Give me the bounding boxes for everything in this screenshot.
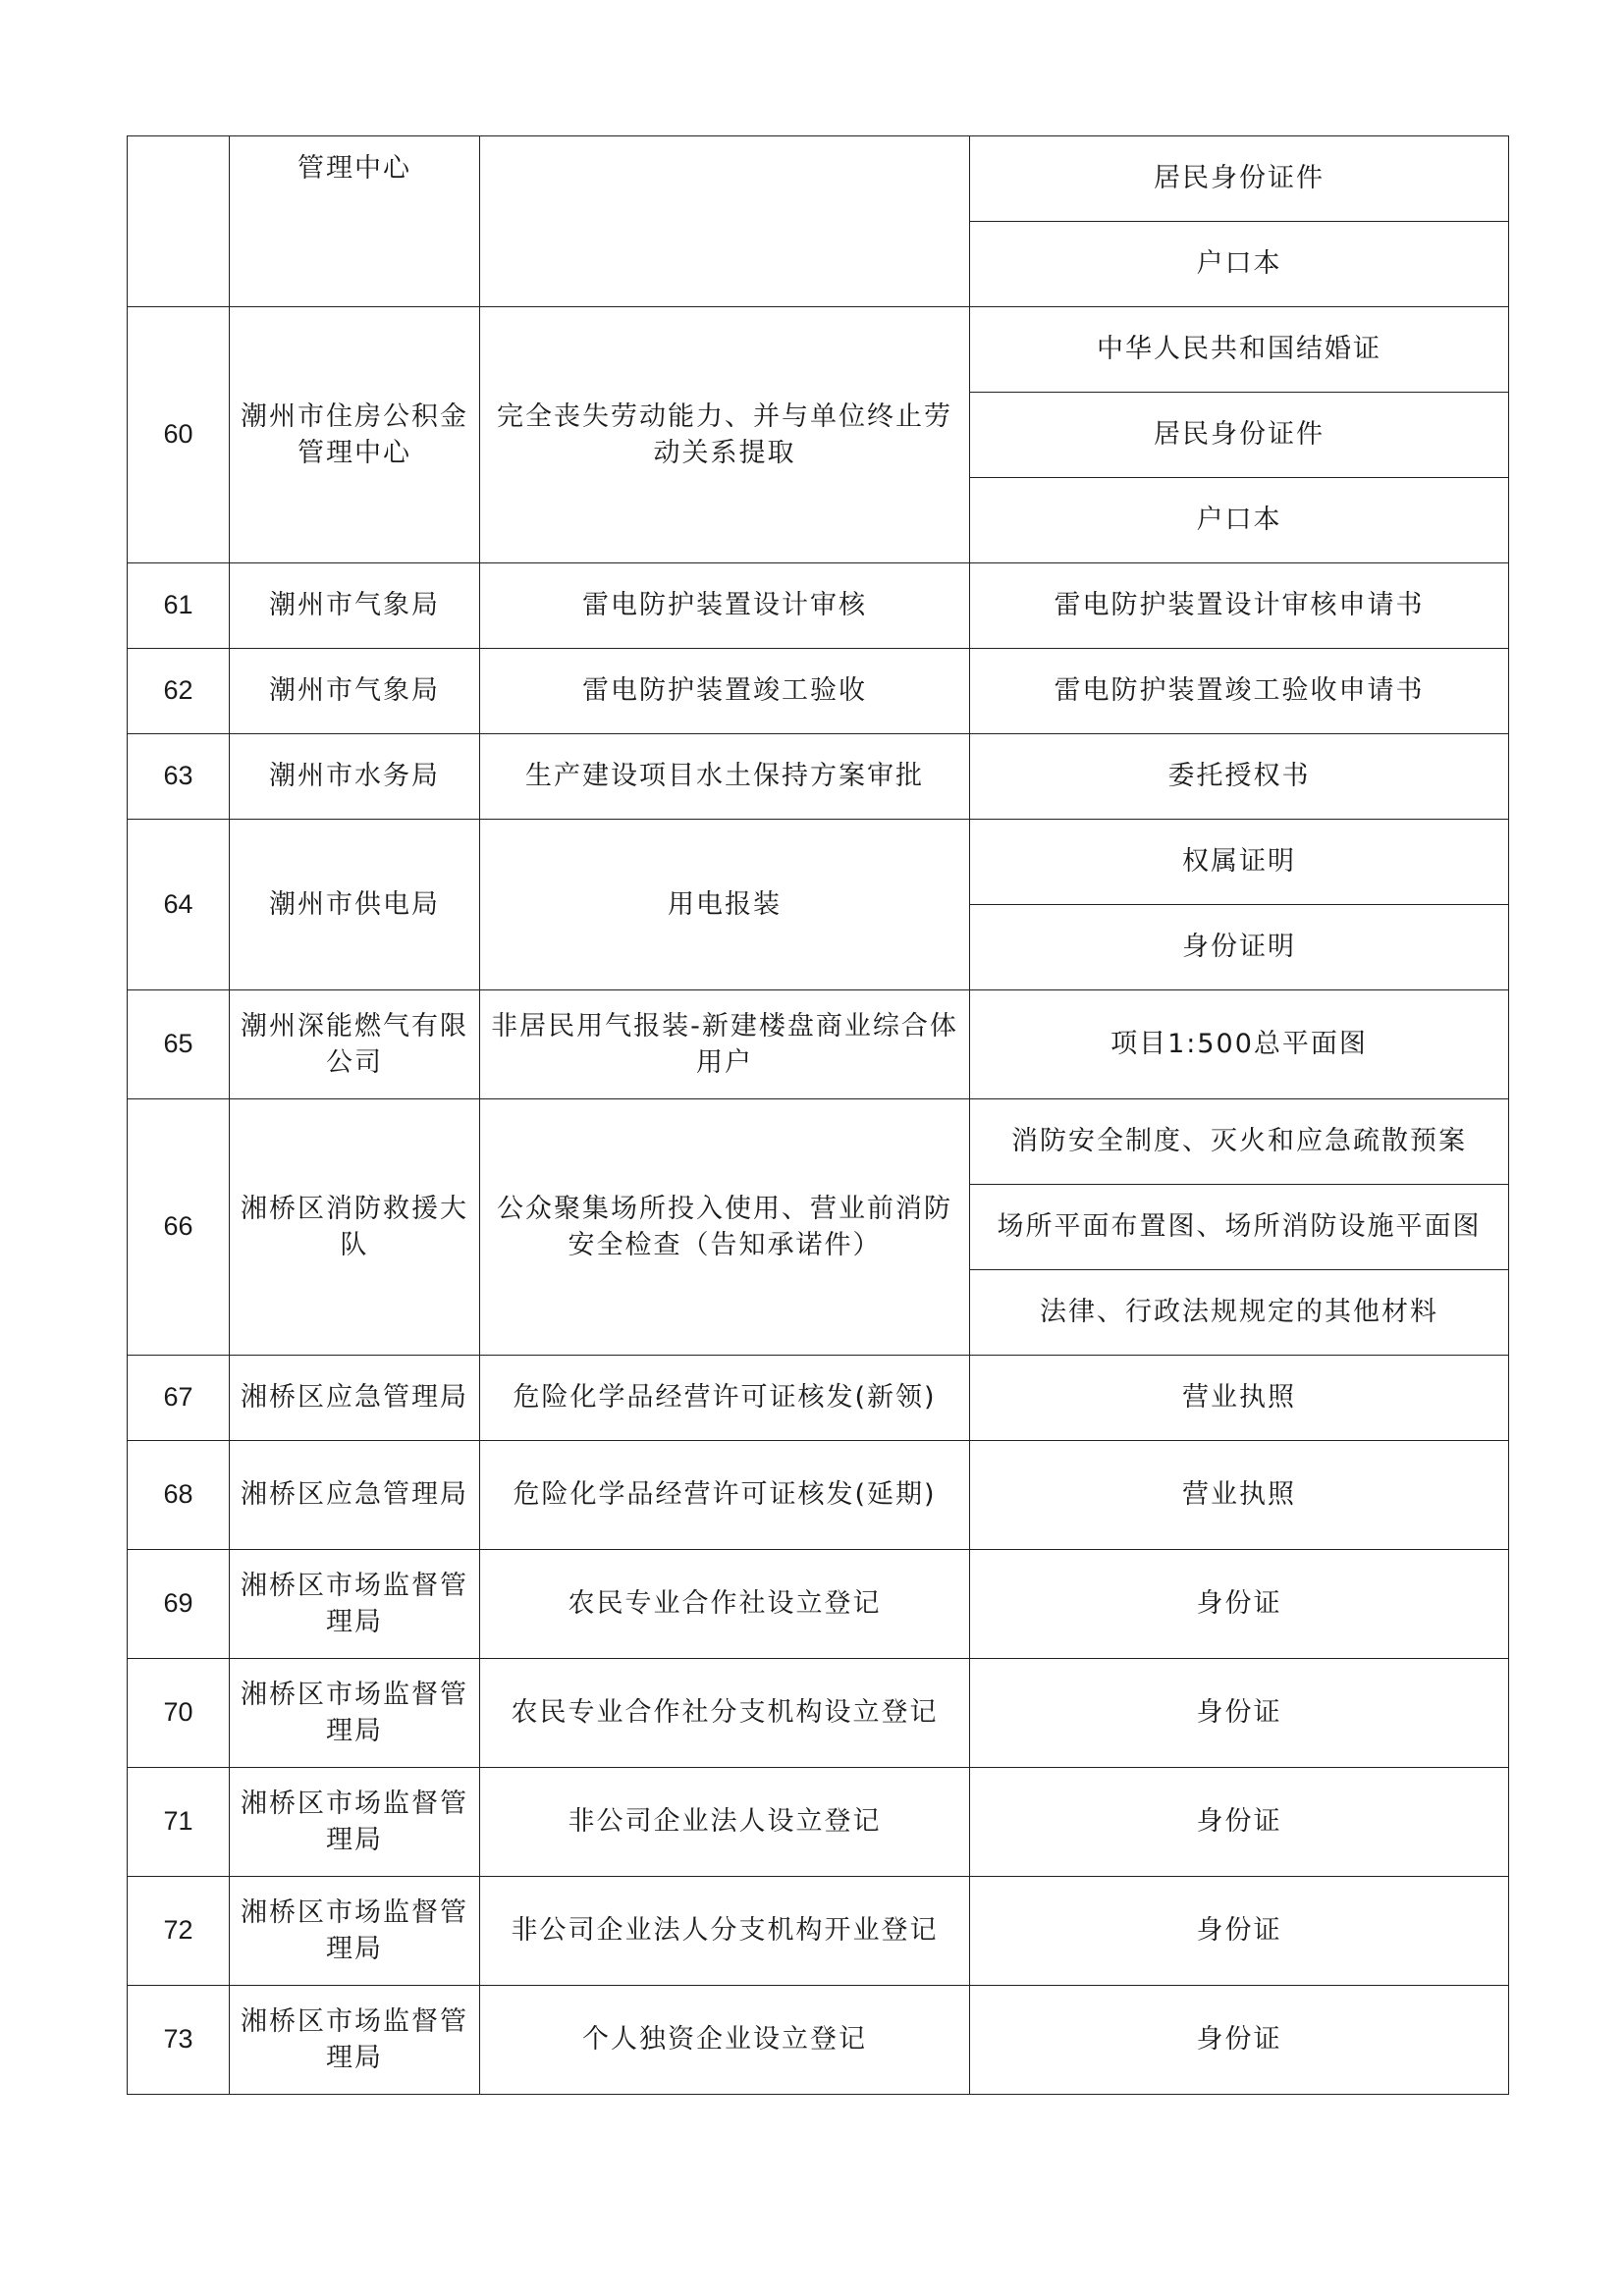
material-cell: 中华人民共和国结婚证 <box>970 307 1509 393</box>
material-cell: 居民身份证件 <box>970 136 1509 222</box>
material-cell: 权属证明 <box>970 820 1509 905</box>
table-row <box>128 563 1509 649</box>
row-number-cell: 60 <box>128 307 230 563</box>
row-number-cell: 66 <box>128 1099 230 1356</box>
table-row <box>128 1099 1509 1185</box>
row-number-cell: 64 <box>128 820 230 990</box>
material-cell: 营业执照 <box>970 1356 1509 1441</box>
material-cell: 雷电防护装置设计审核申请书 <box>970 563 1509 649</box>
row-number-cell: 70 <box>128 1659 230 1768</box>
material-cell: 身份证 <box>970 1986 1509 2095</box>
table-row <box>128 990 1509 1099</box>
table-row <box>128 734 1509 820</box>
material-cell: 项目1:500总平面图 <box>970 990 1509 1099</box>
table-row <box>128 136 1509 222</box>
material-cell: 居民身份证件 <box>970 393 1509 478</box>
material-cell: 雷电防护装置竣工验收申请书 <box>970 649 1509 734</box>
table-row <box>128 307 1509 393</box>
item-cell: 危险化学品经营许可证核发(新领) <box>480 1356 970 1441</box>
item-cell: 农民专业合作社设立登记 <box>480 1550 970 1659</box>
row-number-cell: 68 <box>128 1441 230 1550</box>
department-cell: 潮州市气象局 <box>230 649 480 734</box>
row-number-cell: 62 <box>128 649 230 734</box>
table-row <box>128 1659 1509 1768</box>
material-cell: 户口本 <box>970 478 1509 563</box>
material-cell: 身份证 <box>970 1768 1509 1877</box>
row-number-cell: 71 <box>128 1768 230 1877</box>
department-cell: 潮州市气象局 <box>230 563 480 649</box>
material-cell: 营业执照 <box>970 1441 1509 1550</box>
material-cell: 身份证 <box>970 1659 1509 1768</box>
department-cell: 潮州市住房公积金管理中心 <box>230 307 480 563</box>
department-cell: 湘桥区市场监督管理局 <box>230 1550 480 1659</box>
item-cell: 个人独资企业设立登记 <box>480 1986 970 2095</box>
material-cell: 委托授权书 <box>970 734 1509 820</box>
item-cell: 用电报装 <box>480 820 970 990</box>
row-number-cell: 65 <box>128 990 230 1099</box>
material-cell: 消防安全制度、灭火和应急疏散预案 <box>970 1099 1509 1185</box>
material-cell: 法律、行政法规规定的其他材料 <box>970 1270 1509 1356</box>
department-cell: 湘桥区应急管理局 <box>230 1441 480 1550</box>
table-row <box>128 1768 1509 1877</box>
row-number-cell: 73 <box>128 1986 230 2095</box>
row-number-cell: 67 <box>128 1356 230 1441</box>
item-cell: 完全丧失劳动能力、并与单位终止劳动关系提取 <box>480 307 970 563</box>
item-cell: 雷电防护装置竣工验收 <box>480 649 970 734</box>
item-cell: 危险化学品经营许可证核发(延期) <box>480 1441 970 1550</box>
row-number-cell: 69 <box>128 1550 230 1659</box>
table-row <box>128 1550 1509 1659</box>
department-cell: 潮州深能燃气有限公司 <box>230 990 480 1099</box>
item-cell: 公众聚集场所投入使用、营业前消防安全检查（告知承诺件） <box>480 1099 970 1356</box>
row-number-cell: 61 <box>128 563 230 649</box>
department-cell: 潮州市供电局 <box>230 820 480 990</box>
table-row <box>128 1986 1509 2095</box>
item-cell: 非公司企业法人分支机构开业登记 <box>480 1877 970 1986</box>
item-cell <box>480 136 970 307</box>
material-cell: 身份证 <box>970 1550 1509 1659</box>
department-cell: 管理中心 <box>230 136 480 307</box>
materials-table <box>127 135 1509 2095</box>
table-row <box>128 1356 1509 1441</box>
department-cell: 湘桥区市场监督管理局 <box>230 1659 480 1768</box>
material-cell: 身份证明 <box>970 905 1509 990</box>
item-cell: 农民专业合作社分支机构设立登记 <box>480 1659 970 1768</box>
row-number-cell: 63 <box>128 734 230 820</box>
table-row <box>128 1877 1509 1986</box>
row-number-cell: 72 <box>128 1877 230 1986</box>
table-row <box>128 820 1509 905</box>
material-cell: 身份证 <box>970 1877 1509 1986</box>
material-cell: 场所平面布置图、场所消防设施平面图 <box>970 1185 1509 1270</box>
department-cell: 湘桥区市场监督管理局 <box>230 1986 480 2095</box>
item-cell: 生产建设项目水土保持方案审批 <box>480 734 970 820</box>
table-row <box>128 649 1509 734</box>
department-cell: 潮州市水务局 <box>230 734 480 820</box>
material-cell: 户口本 <box>970 222 1509 307</box>
item-cell: 非公司企业法人设立登记 <box>480 1768 970 1877</box>
department-cell: 湘桥区应急管理局 <box>230 1356 480 1441</box>
department-cell: 湘桥区市场监督管理局 <box>230 1768 480 1877</box>
department-cell: 湘桥区消防救援大队 <box>230 1099 480 1356</box>
item-cell: 雷电防护装置设计审核 <box>480 563 970 649</box>
row-number-cell <box>128 136 230 307</box>
table-row <box>128 1441 1509 1550</box>
department-cell: 湘桥区市场监督管理局 <box>230 1877 480 1986</box>
item-cell: 非居民用气报装-新建楼盘商业综合体用户 <box>480 990 970 1099</box>
